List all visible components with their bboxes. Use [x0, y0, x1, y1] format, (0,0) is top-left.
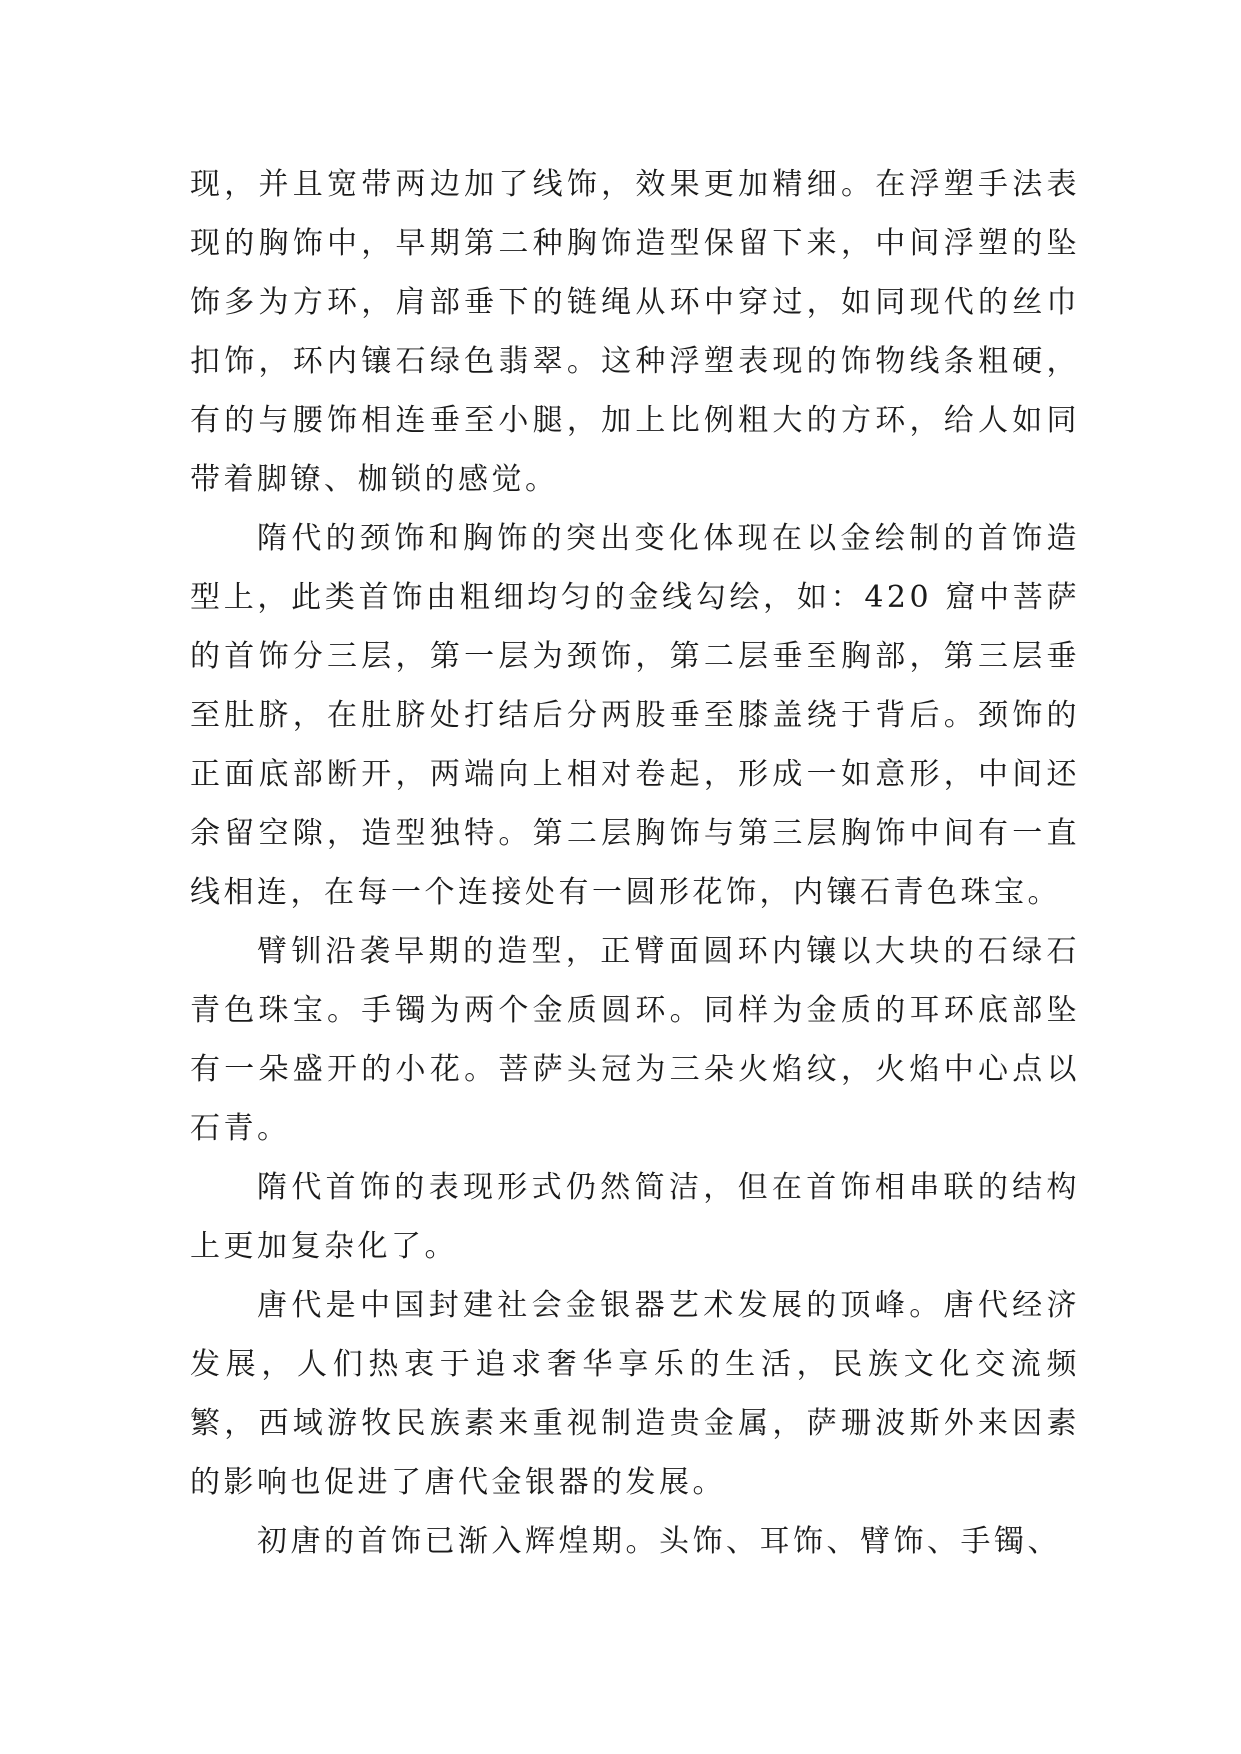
paragraph-continuation: 现，并且宽带两边加了线饰，效果更加精细。在浮塑手法表现的胸饰中，早期第二种胸饰造型保留下来，中间浮塑的坠饰多为方环，肩部垂下的链绳从环中穿过，如同现代的丝巾扣饰，环内镶石绿色翡翠。这种浮塑表现的饰物线条粗硬，有的与腰饰相连垂至小腿，加上比例粗大的方环，给人如同带着脚镣、枷锁的感觉。	[190, 167, 1080, 497]
paragraph-sui-neck-chest: 隋代的颈饰和胸饰的突出变化体现在以金绘制的首饰造型上，此类首饰由粗细均匀的金线勾绘，如：420 窟中菩萨的首饰分三层，第一层为颈饰，第二层垂至胸部，第三层垂至肚脐，在肚脐处打结后分两股垂至膝盖绕于背后。颈饰的正面底部断开，两端向上相对卷起，形成一如意形，中间还余留空隙，造型独特。第二层胸饰与第三层胸饰中间有一直线相连，在每一个连接处有一圆形花饰，内镶石青色珠宝。	[190, 521, 1080, 910]
paragraph-tang-peak: 唐代是中国封建社会金银器艺术发展的顶峰。唐代经济发展，人们热衷于追求奢华享乐的生活，民族文化交流频繁，西域游牧民族素来重视制造贵金属，萨珊波斯外来因素的影响也促进了唐代金银器的发展。	[190, 1288, 1080, 1500]
paragraph-armlet-bracelet: 臂钏沿袭早期的造型，正臂面圆环内镶以大块的石绿石青色珠宝。手镯为两个金质圆环。同样为金质的耳环底部坠有一朵盛开的小花。菩萨头冠为三朵火焰纹，火焰中心点以石青。	[190, 934, 1080, 1146]
paragraph-early-tang: 初唐的首饰已渐入辉煌期。头饰、耳饰、臂饰、手镯、	[257, 1524, 1061, 1559]
paragraph-sui-summary: 隋代首饰的表现形式仍然简洁，但在首饰相串联的结构上更加复杂化了。	[190, 1170, 1080, 1264]
body-text	[190, 155, 1080, 1571]
